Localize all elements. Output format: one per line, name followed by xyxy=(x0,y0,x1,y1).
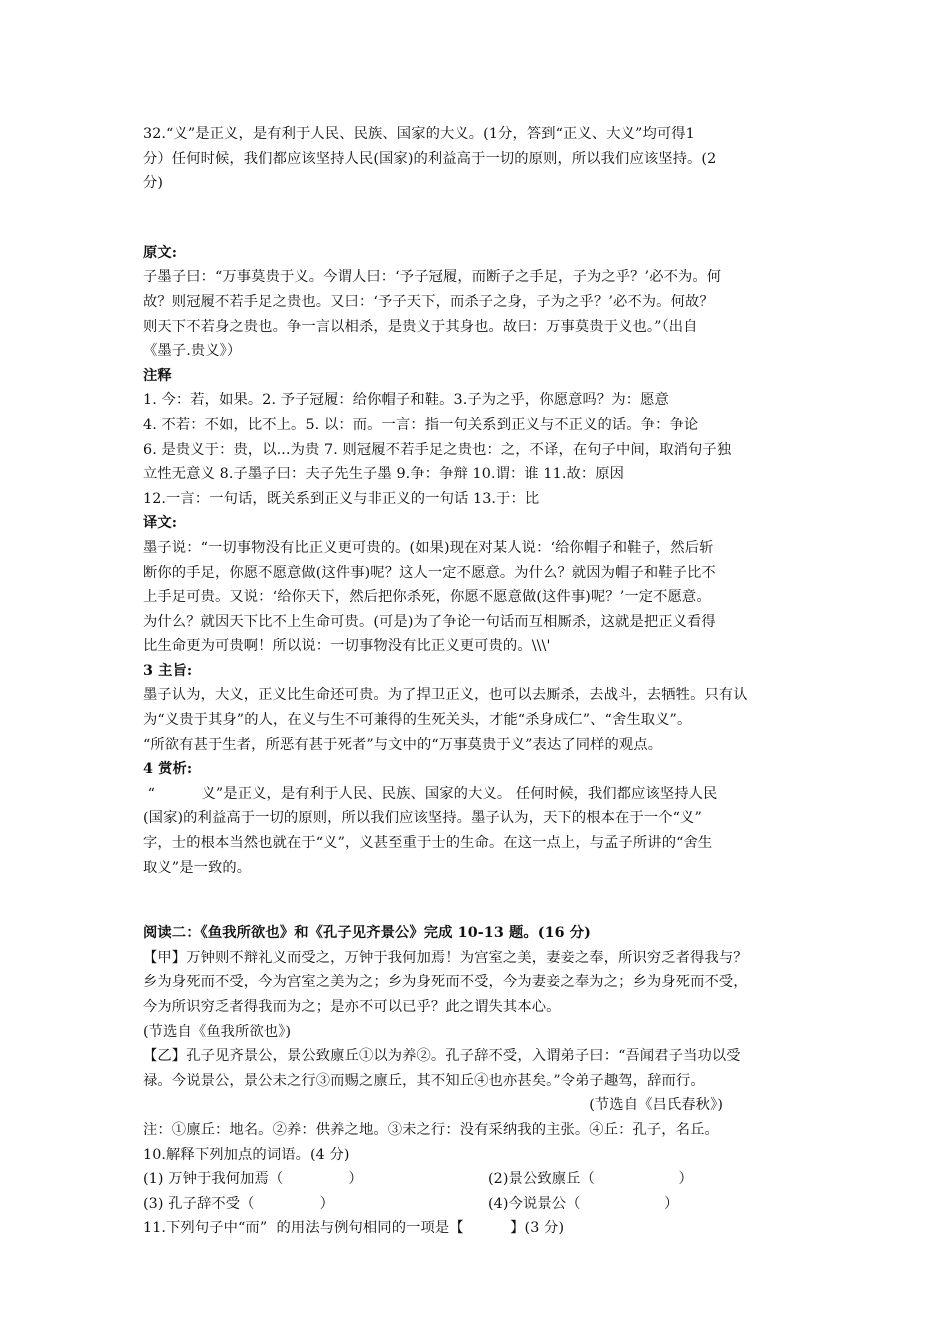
appreciation-heading: 4 赏析: xyxy=(143,761,193,778)
passage-jia-line: 乡为身死而不受，今为宫室之美为之；乡为身死而不受，今为妻妾之奉为之；乡为身死而不受， xyxy=(143,974,748,991)
answer-32-line: 分）任何时候，我们都应该坚持人民(国家)的利益高于一切的原则，所以我们应该坚持。(2 xyxy=(143,150,717,167)
answer-32-line: 32.“义”是正义，是有利于人民、民族、国家的大义。(1分，答到“正义、大义”均可得1 xyxy=(143,126,695,142)
original-line: 故？则冠履不若手足之贵也。又曰：‘予子天下，而杀子之身，子为之乎？’必不为。何故？ xyxy=(143,293,714,310)
original-heading: 原文: xyxy=(143,244,178,261)
passage-yi-line: 禄。今说景公，景公未之行③而赐之廪丘，其不知丘④也亦甚矣。”令弟子趣驾，辞而行。 xyxy=(143,1072,705,1089)
appreciation-line: “ 义”是正义，是有利于人民、民族、国家的大义。 任何时候，我们都应该坚持人民 xyxy=(143,785,718,802)
theme-heading: 3 主旨: xyxy=(143,662,193,679)
translation-line: 为什么？就因天下比不上生命可贵。(可是)为了争论一句话而互相厮杀，这就是把正义看得 xyxy=(143,613,716,630)
translation-section xyxy=(143,511,823,659)
notes-line: 4. 不若：不如，比不上。5. 以：而。一言：指一句关系到正义与不正义的话。争：争论 xyxy=(143,416,699,433)
translation-line: 上手足可贵。又说：‘给你天下，然后把你杀死，你愿不愿意做(这件事)呢？’一定不愿意。 xyxy=(143,589,711,606)
appreciation-line: (国家)的利益高于一切的原则，所以我们应该坚持。墨子认为，天下的根本在于一个“义” xyxy=(143,810,702,827)
passage-jia-line: 今为所识穷乏者得我而为之；是亦不可以已乎？此之谓失其本心。 xyxy=(143,999,561,1015)
translation-line: 比生命更为可贵啊！所以说：一切事物没有比正义更可贵的。\\\' xyxy=(143,638,551,655)
notes-line: 1. 今：若，如果。2. 予子冠履：给你帽子和鞋。3.子为之乎，你愿意吗？为：愿意 xyxy=(143,392,669,409)
question-10-item: (2)景公致廪丘（ ） xyxy=(488,1171,693,1188)
passage-yi-source: (节选自《吕氏春秋》) xyxy=(589,1097,723,1114)
notes-heading: 注释 xyxy=(143,367,172,384)
theme-line: “所欲有甚于生者，所恶有甚于死者”与文中的“万事莫贵于义”表达了同样的观点。 xyxy=(143,736,663,753)
notes-line: 6. 是贵义于：贵，以...为贵 7. 则冠履不若手足之贵也：之，不译，在句子中间，取消句子独 xyxy=(143,441,732,458)
translation-line: 断你的手足，你愿不愿意做(这件事)呢？这人一定不愿意。为什么？就因为帽子和鞋子比不 xyxy=(143,564,716,581)
translation-line: 墨子说：“一切事物没有比正义更可贵的。(如果)现在对某人说：‘给你帽子和鞋子，然后斩 xyxy=(143,539,714,556)
passage-jia-line: 【甲】万钟则不辩礼义而受之，万钟于我何加焉！为宫室之美，妻妾之奉，所识穷乏者得我与？ xyxy=(143,949,748,966)
original-text-section xyxy=(143,241,823,364)
translation-heading: 译文: xyxy=(143,515,178,532)
passage-jia-source: (节选自《鱼我所欲也》) xyxy=(143,1023,292,1040)
notes-line: 12.一言：一句话，既关系到正义与非正义的一句话 13.于：比 xyxy=(143,490,540,507)
appreciation-line: 字，士的根本当然也就在于“义”，义甚至重于士的生命。在这一点上，与孟子所讲的“舍生 xyxy=(143,835,713,852)
reading-two-section xyxy=(143,921,823,1241)
question-11: 11.下列句子中“而” 的用法与例句相同的一项是【 】(3 分) xyxy=(143,1220,565,1237)
question-10-row xyxy=(143,1192,823,1217)
document-page xyxy=(143,122,823,1241)
original-line: 《墨子.贵义》） xyxy=(143,343,242,360)
reading-two-title: 阅读二：《鱼我所欲也》和《孔子见齐景公》完成 10-13 题。(16 分) xyxy=(143,925,592,942)
theme-line: 为“义贵于其身”的人，在义与生不可兼得的生死关头，才能“杀身成仁”、“舍生取义”。 xyxy=(143,712,692,729)
notes-line: 立性无意义 8.子墨子曰：夫子先生子墨 9.争：争辩 10.谓：谁 11.故：原因 xyxy=(143,466,625,483)
question-10-item: (3) 孔子辞不受（ ） xyxy=(143,1195,334,1212)
passage-yi-line: 【乙】孔子见齐景公，景公致廪丘①以为养②。孔子辞不受，入谓弟子曰：“吾闻君子当功以受 xyxy=(143,1048,741,1065)
appreciation-section xyxy=(143,757,823,880)
question-10-item: (4)今说景公（ ） xyxy=(488,1195,679,1212)
passage-notes: 注：①廪丘：地名。②养：供养之地。③未之行：没有采纳我的主张。④丘：孔子，名丘。 xyxy=(143,1121,719,1138)
notes-section xyxy=(143,364,823,512)
appreciation-line: 取义”是一致的。 xyxy=(143,859,252,876)
question-10-item: (1) 万钟于我何加焉（ ） xyxy=(143,1171,363,1188)
question-10-row xyxy=(143,1167,823,1192)
theme-section xyxy=(143,659,823,757)
answer-32 xyxy=(143,122,823,196)
question-10: 10.解释下列加点的词语。(4 分) xyxy=(143,1146,350,1163)
answer-32-line: 分) xyxy=(143,175,164,192)
original-line: 子墨子曰：“万事莫贵于义。今谓人曰：‘予子冠履，而断子之手足，子为之乎？’必不为。何 xyxy=(143,269,722,286)
theme-line: 墨子认为，大义，正义比生命还可贵。为了捍卫正义，也可以去厮杀，去战斗，去牺牲。只有认 xyxy=(143,687,748,704)
original-line: 则天下不若身之贵也。争一言以相杀，是贵义于其身也。故曰：万事莫贵于义也。”（出自 xyxy=(143,318,698,335)
